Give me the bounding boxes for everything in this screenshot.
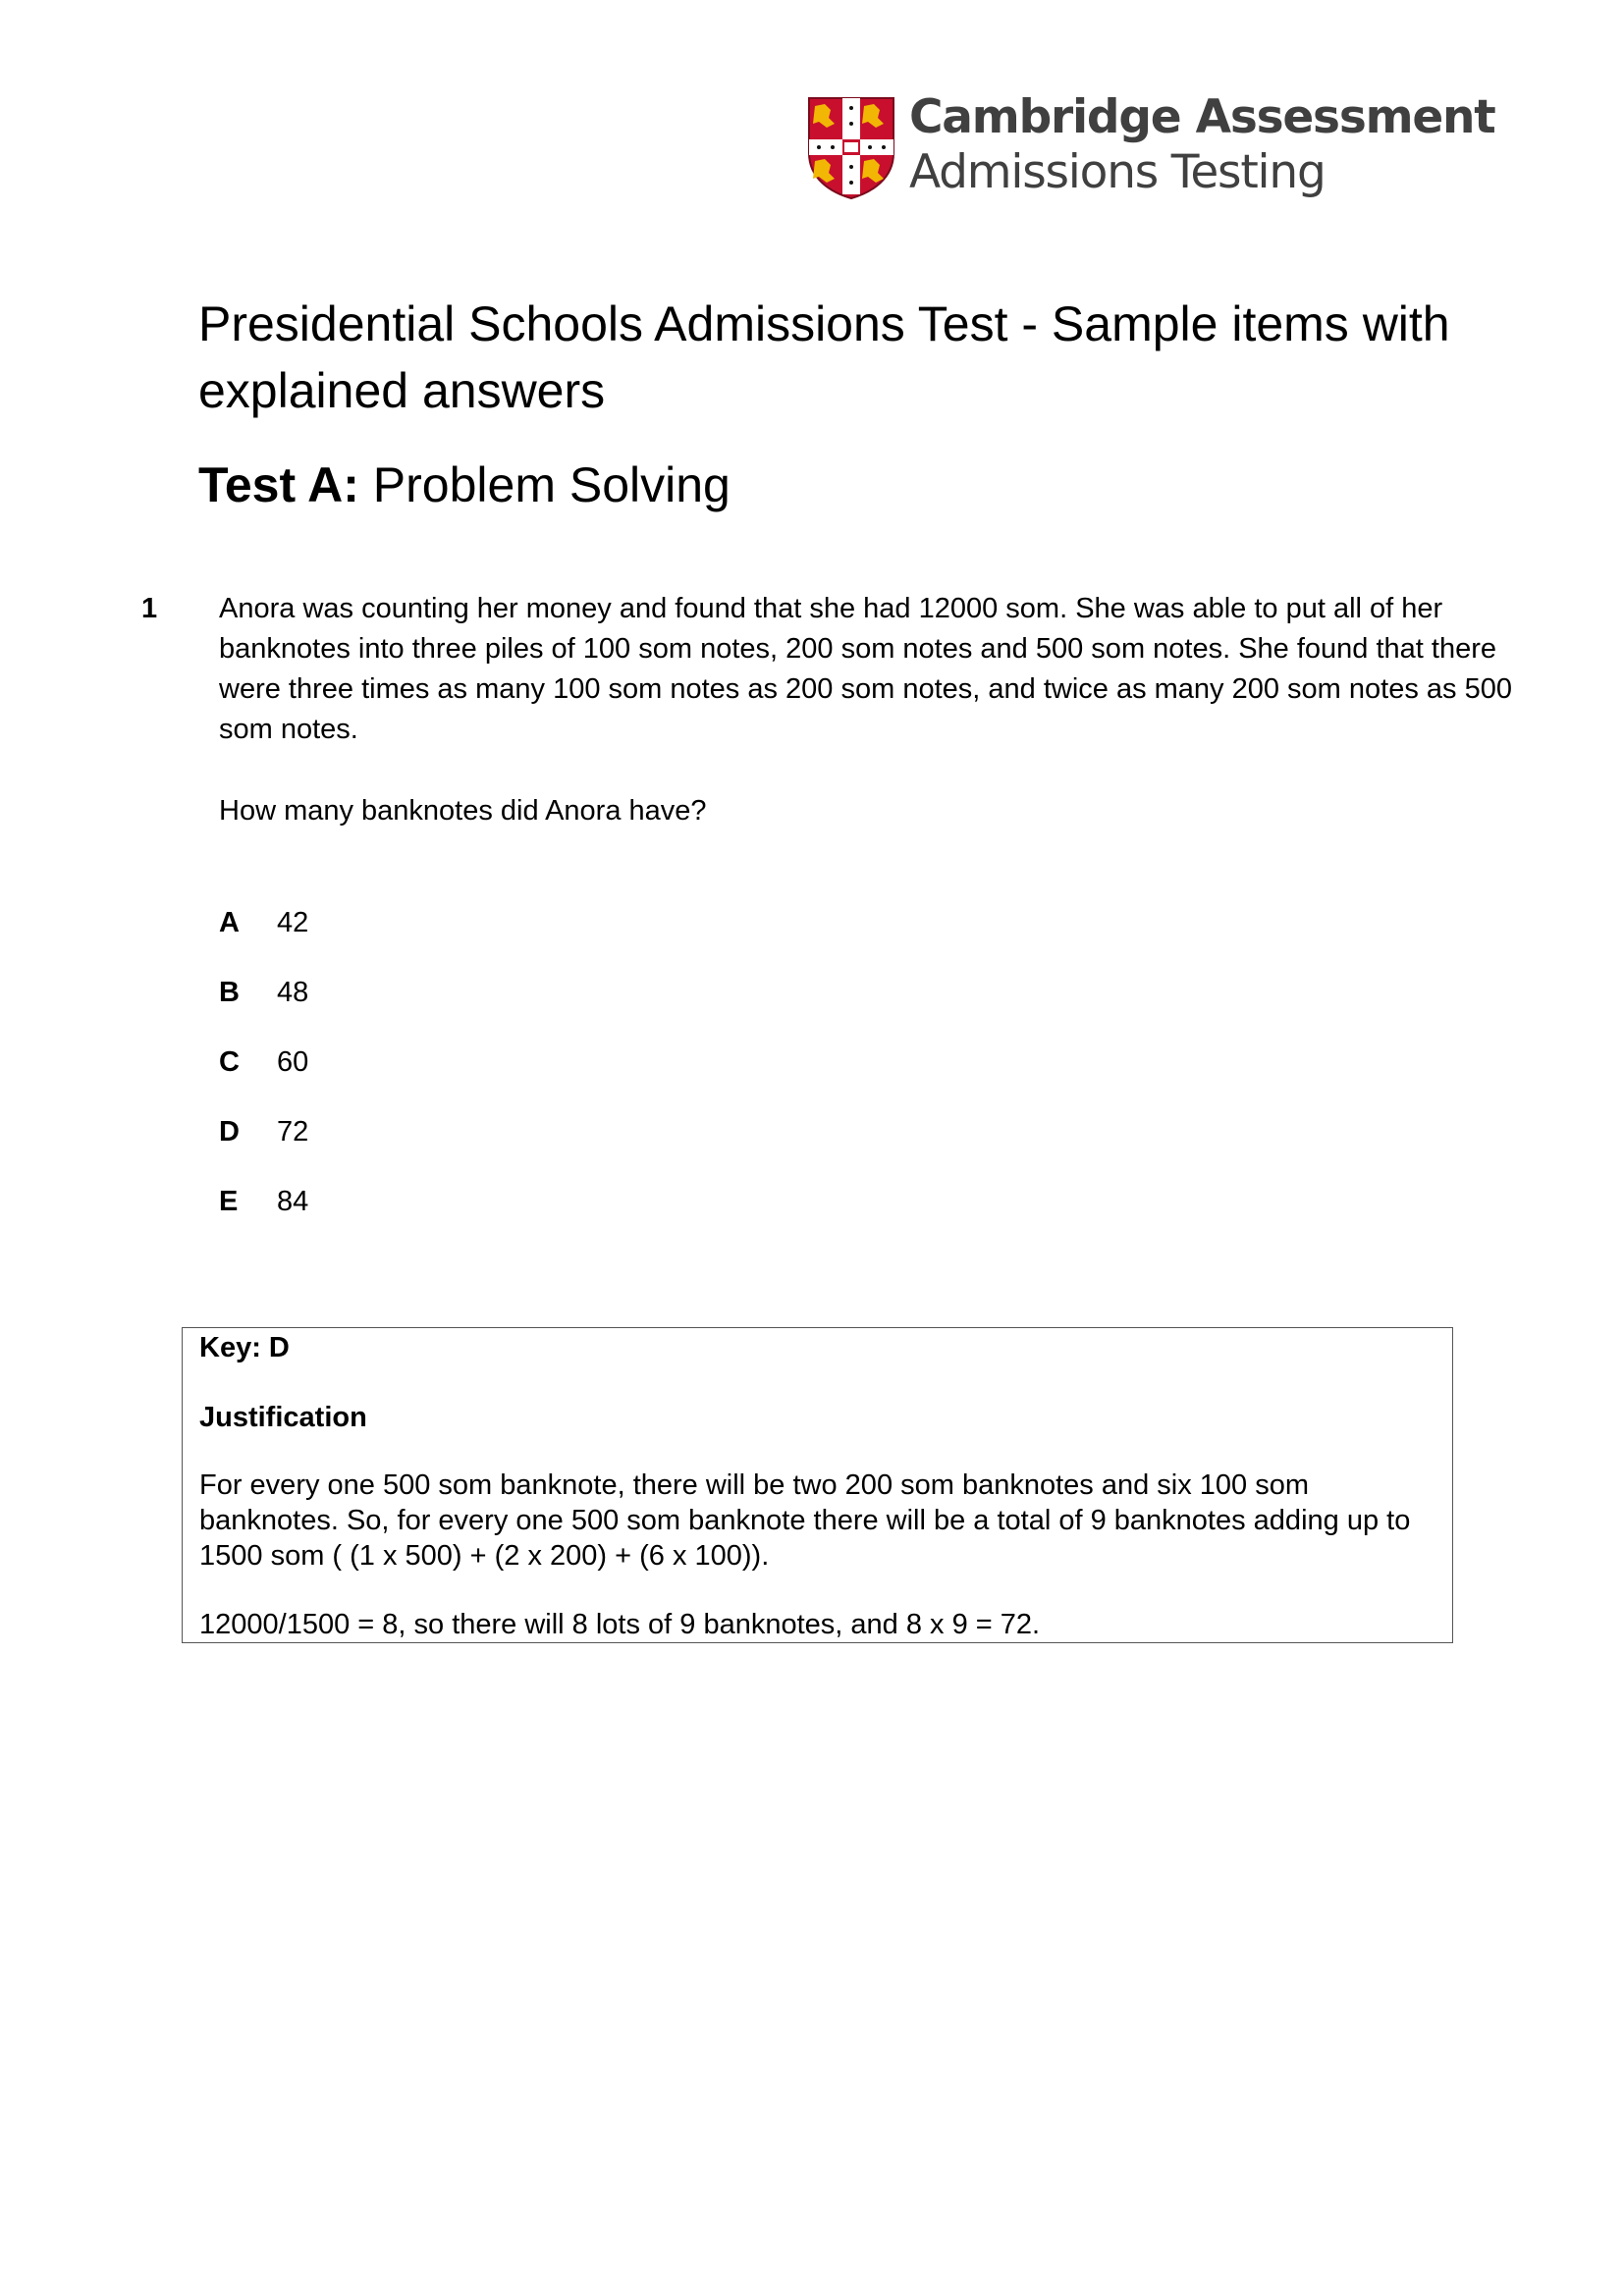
option-letter: B bbox=[219, 977, 240, 1008]
option-value: 84 bbox=[277, 1186, 309, 1217]
option-letter: E bbox=[219, 1186, 239, 1217]
document-subtitle bbox=[198, 452, 731, 518]
cambridge-shield-icon bbox=[807, 96, 895, 200]
option-letter: C bbox=[219, 1046, 240, 1078]
logo-line-1: Cambridge Assessment bbox=[909, 90, 1495, 144]
question-number: 1 bbox=[141, 593, 158, 624]
option-value: 42 bbox=[277, 907, 309, 938]
justification-paragraph-1: For every one 500 som banknote, there will be two 200 som banknotes and six 100 som banknotes. So, for every one 500 som banknote there will be a total of 9 banknotes adding up to 1500 som ( (1 x 500) + (2 x 200) + (6 x 100)). bbox=[199, 1469, 1411, 1572]
logo-wordmark bbox=[909, 90, 1495, 200]
option-value: 48 bbox=[277, 977, 309, 1008]
option-value: 72 bbox=[277, 1116, 309, 1148]
logo-line-2: Admissions Testing bbox=[909, 145, 1326, 199]
subtitle-test-label: Test A: bbox=[198, 457, 359, 512]
question-prompt: How many banknotes did Anora have? bbox=[219, 795, 707, 827]
option-letter: D bbox=[219, 1116, 240, 1148]
answer-key-box bbox=[182, 1327, 1453, 1643]
question-text: Anora was counting her money and found that she had 12000 som. She was able to put all of her banknotes into three piles of 100 som notes, 200 som notes and 500 som notes. She found that there were three times as many 100 som notes as 200 som notes, and twice as many 200 som notes as 500 som notes. bbox=[219, 593, 1512, 745]
subtitle-test-name: Problem Solving bbox=[358, 457, 731, 512]
justification-heading: Justification bbox=[199, 1402, 367, 1433]
answer-key: Key: D bbox=[199, 1332, 290, 1363]
option-letter: A bbox=[219, 907, 240, 938]
document-title: Presidential Schools Admissions Test - Sample items with explained answers bbox=[198, 296, 1450, 418]
option-value: 60 bbox=[277, 1046, 309, 1078]
justification-paragraph-2: 12000/1500 = 8, so there will 8 lots of 9 banknotes, and 8 x 9 = 72. bbox=[199, 1609, 1041, 1640]
